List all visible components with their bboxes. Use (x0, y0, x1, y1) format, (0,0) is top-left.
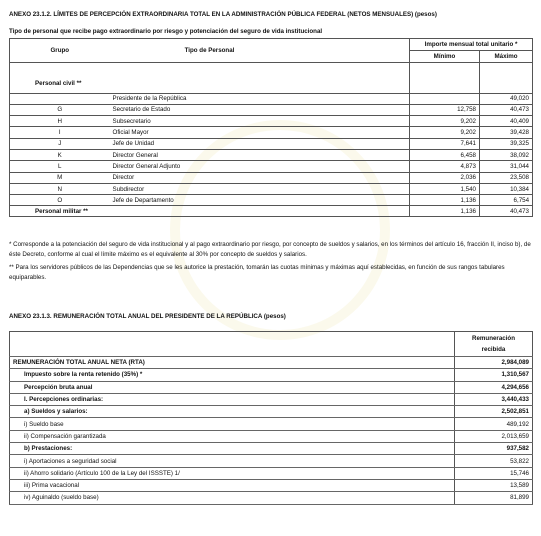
table-row (10, 406, 533, 418)
minimo-cell: 1,540 (410, 183, 480, 194)
maximo-cell: 39,325 (480, 138, 533, 149)
grupo-cell: G (10, 104, 110, 115)
spacer-cell (310, 93, 410, 104)
concept-cell: ii) Ahorro solidario (Artículo 100 de la Ley del ISSSTE) 1/ (10, 467, 455, 479)
maximo-cell: 6,754 (480, 195, 533, 206)
table-row (10, 492, 533, 504)
grupo-cell: O (10, 195, 110, 206)
grupo-cell: H (10, 116, 110, 127)
maximo-cell: 23,508 (480, 172, 533, 183)
maximo-cell: 40,409 (480, 116, 533, 127)
grupo-cell: N (10, 183, 110, 194)
table-row (10, 357, 533, 369)
tipo-personal-cell: Director General Adjunto (110, 161, 310, 172)
spacer-cell (310, 149, 410, 160)
minimo-cell: 7,641 (410, 138, 480, 149)
personal-militar-min: 1,136 (410, 206, 480, 217)
table-row (10, 430, 533, 442)
anexo1-subtitle: Tipo de personal que recibe pago extraordinario por riesgo y potenciación del seguro de vida institucional (9, 28, 323, 35)
minimo-cell: 1,136 (410, 195, 480, 206)
footnote-2: ** Para los servidores públicos de las Dependencias que se les autorice la prestación, tomarán las cuotas mínimas y máximas aquí establecidas, en función de sus rangos tabulares equiparables. (9, 264, 505, 281)
concept-cell: a) Sueldos y salarios: (10, 406, 455, 418)
grupo-cell (10, 93, 110, 104)
tipo-personal-cell: Director (110, 172, 310, 183)
grupo-cell: J (10, 138, 110, 149)
col-maximo-header: Máximo (480, 51, 533, 63)
grupo-cell: I (10, 127, 110, 138)
tipo-personal-cell: Presidente de la República (110, 93, 310, 104)
amount-cell: 2,013,659 (455, 430, 533, 442)
grupo-cell: K (10, 149, 110, 160)
table-row (10, 393, 533, 405)
tipo-personal-cell: Jefe de Unidad (110, 138, 310, 149)
remuneracion-header (455, 332, 533, 357)
maximo-cell: 31,044 (480, 161, 533, 172)
spacer-cell (310, 104, 410, 115)
concept-cell: i) Sueldo base (10, 418, 455, 430)
personal-civil-label: Personal civil ** (35, 80, 82, 87)
tipo-personal-cell: Jefe de Departamento (110, 195, 310, 206)
spacer-cell (310, 116, 410, 127)
table-row (10, 138, 533, 149)
amount-cell: 1,310,567 (455, 369, 533, 381)
tipo-personal-cell: Subdirector (110, 183, 310, 194)
concept-cell: iv) Aguinaldo (sueldo base) (10, 492, 455, 504)
table-row (10, 195, 533, 206)
minimo-cell: 9,202 (410, 116, 480, 127)
table-row (10, 381, 533, 393)
table-row (10, 127, 533, 138)
minimo-cell: 12,758 (410, 104, 480, 115)
amount-cell: 15,746 (455, 467, 533, 479)
col-tipo-header: Tipo de Personal (184, 47, 235, 54)
table-row (10, 116, 533, 127)
table-row (10, 183, 533, 194)
maximo-cell: 49,020 (480, 93, 533, 104)
spacer-cell (310, 161, 410, 172)
tipo-personal-cell: Secretario de Estado (110, 104, 310, 115)
grupo-cell: L (10, 161, 110, 172)
amount-cell: 3,440,433 (455, 393, 533, 405)
table-row (10, 455, 533, 467)
table-row (10, 369, 533, 381)
minimo-cell: 4,873 (410, 161, 480, 172)
concept-cell: i) Aportaciones a seguridad social (10, 455, 455, 467)
concept-cell: ii) Compensación garantizada (10, 430, 455, 442)
remuneracion-header-line2: recibida (481, 346, 506, 353)
spacer-cell (310, 138, 410, 149)
amount-cell: 937,582 (455, 443, 533, 455)
maximo-cell: 38,092 (480, 149, 533, 160)
col-grupo-header: Grupo (50, 47, 70, 54)
table-row (10, 479, 533, 491)
amount-cell: 2,984,089 (455, 357, 533, 369)
anexo1-title: ANEXO 23.1.2. LÍMITES DE PERCEPCIÓN EXTRAORDINARIA TOTAL EN LA ADMINISTRACIÓN PÚBLICA FEDERAL (NETOS MENSUALES) (pesos) (9, 11, 437, 18)
spacer-cell (310, 127, 410, 138)
table-row (10, 93, 533, 104)
amount-cell: 4,294,656 (455, 381, 533, 393)
spacer-cell (310, 195, 410, 206)
tipo-personal-cell: Director General (110, 149, 310, 160)
concept-cell: Impuesto sobre la renta retenido (35%) * (10, 369, 455, 381)
amount-cell: 13,589 (455, 479, 533, 491)
tipo-personal-cell: Subsecretario (110, 116, 310, 127)
limits-table (9, 38, 533, 217)
concept-cell: I. Percepciones ordinarias: (10, 393, 455, 405)
anexo2-title: ANEXO 23.1.3. REMUNERACIÓN TOTAL ANUAL DEL PRESIDENTE DE LA REPÚBLICA (pesos) (9, 313, 286, 320)
maximo-cell: 10,384 (480, 183, 533, 194)
remuneracion-header-line1: Remuneración (472, 335, 515, 342)
minimo-cell: 2,036 (410, 172, 480, 183)
table-row (10, 104, 533, 115)
tipo-personal-cell: Oficial Mayor (110, 127, 310, 138)
minimo-cell: 9,202 (410, 127, 480, 138)
col-importe-header: Importe mensual total unitario * (410, 39, 533, 51)
concept-cell: REMUNERACIÓN TOTAL ANUAL NETA (RTA) (10, 357, 455, 369)
maximo-cell: 40,473 (480, 104, 533, 115)
concept-cell: iii) Prima vacacional (10, 479, 455, 491)
maximo-cell: 39,428 (480, 127, 533, 138)
table-row (10, 418, 533, 430)
grupo-cell: M (10, 172, 110, 183)
table-row (10, 443, 533, 455)
col-minimo-header: Mínimo (410, 51, 480, 63)
personal-militar-max: 40,473 (480, 206, 533, 217)
footnote-1: * Corresponde a la potenciación del seguro de vida institucional y al pago extraordinario por riesgo, por concepto de sueldos y salarios, en los términos del artículo 16, fracción II, inciso b), de éste Decreto, conforme al cual el límite máximo es el equivalente al 30% por concepto de sueldos y salarios. (9, 241, 531, 258)
amount-cell: 2,502,851 (455, 406, 533, 418)
presidential-pay-table (9, 331, 533, 505)
amount-cell: 489,192 (455, 418, 533, 430)
minimo-cell (410, 93, 480, 104)
table-row (10, 161, 533, 172)
table-row (10, 467, 533, 479)
personal-militar-label: Personal militar ** (10, 206, 410, 217)
amount-cell: 53,822 (455, 455, 533, 467)
concept-cell: b) Prestaciones: (10, 443, 455, 455)
table-row (10, 172, 533, 183)
minimo-cell: 6,458 (410, 149, 480, 160)
spacer-cell (310, 172, 410, 183)
concept-cell: Percepción bruta anual (10, 381, 455, 393)
amount-cell: 81,899 (455, 492, 533, 504)
table-row (10, 149, 533, 160)
spacer-cell (310, 183, 410, 194)
